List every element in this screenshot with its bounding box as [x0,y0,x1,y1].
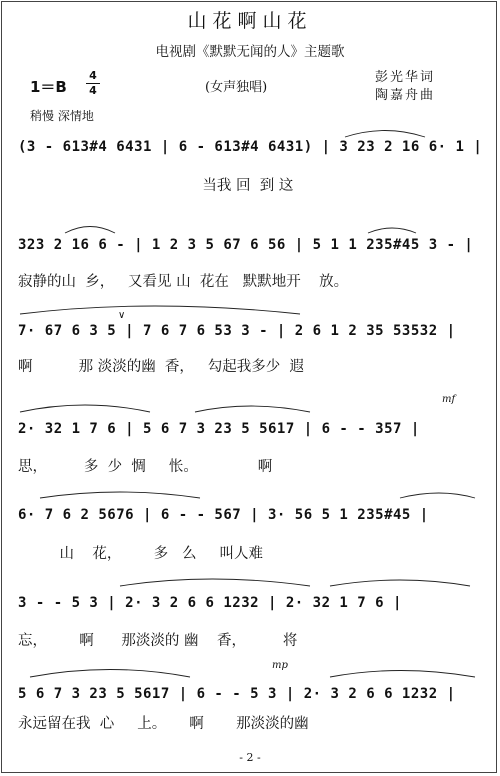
system-1-notes: (3 - 613#4 6431 | 6 - 613#4 6431) | 3 23 2 16 6· 1 | [18,139,483,155]
system-1-lyrics: 当我 回 到 这 [18,178,294,194]
slur-5 [20,405,150,412]
system-3-lyrics: 啊 那 淡淡的幽 香， 勾起我多少 遐 [18,359,304,375]
slur-7 [40,492,200,498]
key-signature: 1＝B [30,78,67,96]
system-5-lyrics: 山 花， 多 么 叫人难 [18,546,264,562]
system-2-notes: 323 2 16 6 - | 1 2 3 5 67 6 56 | 5 1 1 235#45 3 - | [18,237,474,253]
composer: 陶嘉舟曲 [375,88,436,103]
slur-6 [195,406,310,412]
system-2-lyrics: 寂静的山 乡， 又看见 山 花在 默默地开 放。 [18,274,349,290]
slur-9 [120,579,310,586]
slur-3 [368,228,416,233]
slur-10 [330,580,470,586]
system-4-notes: 2· 32 1 7 6 | 5 6 7 3 23 5 5617 | 6 - - 357 | [18,421,420,437]
system-7-lyrics: 永远留在我 心 上。 啊 那淡淡的幽 [18,716,309,732]
dynamic-mf: mf [442,394,456,405]
system-4-lyrics: 思， 多 少 惆 怅。 啊 [18,459,273,475]
slur-12 [330,671,475,678]
meter-bottom: 4 [89,84,97,97]
slur-1 [345,131,425,138]
lyricist: 彭光华词 [375,70,436,85]
song-subtitle: 电视剧《默默无闻的人》主题歌 [155,44,345,60]
tempo-marking: 稍慢 深情地 [30,109,94,123]
system-7-notes: 5 6 7 3 23 5 5617 | 6 - - 5 3 | 2· 3 2 6 6 1232 | [18,686,456,702]
voice-type: (女声独唱) [205,80,268,95]
song-title: 山花啊山花 [187,10,313,32]
system-3-notes: 7· 67 6 3 5 | 7 6 7 6 53 3 - | 2 6 1 2 35 53532 | [18,323,456,339]
dynamic-mp: mp [272,660,288,671]
slur-11 [30,670,190,678]
system-5-notes: 6· 7 6 2 5676 | 6 - - 567 | 3· 56 5 1 235#45 | [18,507,429,523]
slur-8 [400,493,475,498]
meter-top: 4 [89,69,97,82]
slur-2 [65,227,115,234]
page-number: - 2 - [239,751,261,764]
breath-mark: ∨ [118,310,126,321]
system-6-notes: 3 - - 5 3 | 2· 3 2 6 6 1232 | 2· 32 1 7 6 | [18,595,402,611]
slur-4 [20,306,300,314]
system-6-lyrics: 忘， 啊 那淡淡的 幽 香， 将 [18,633,298,649]
